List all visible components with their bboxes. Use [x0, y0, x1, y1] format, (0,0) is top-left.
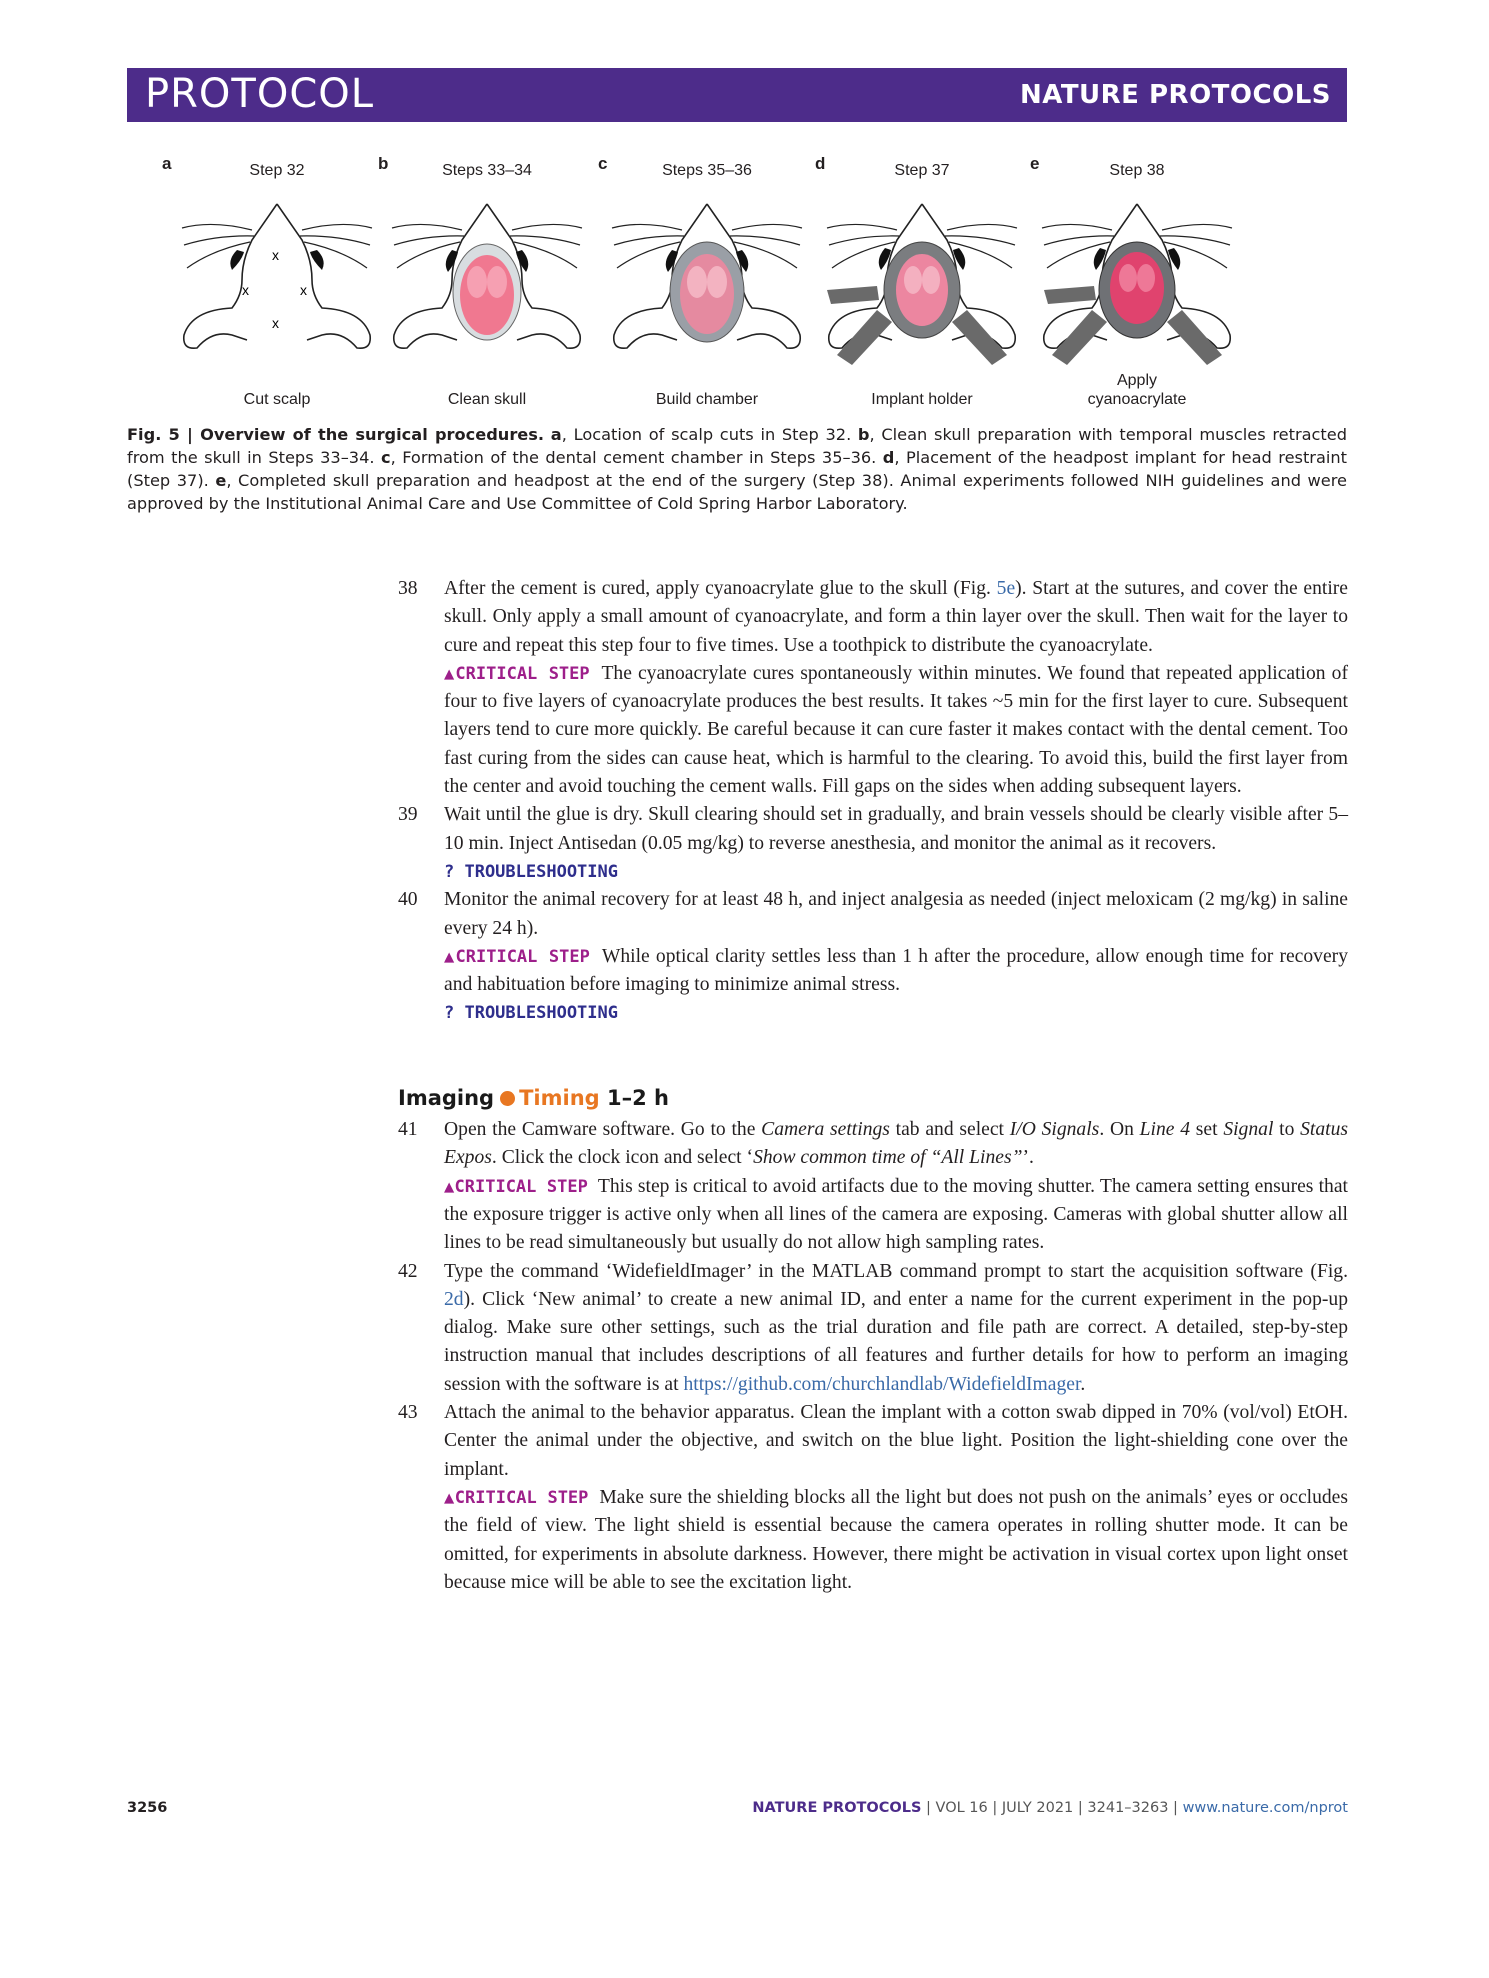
critical-step [398, 1484, 1348, 1597]
troubleshooting-link[interactable]: ? TROUBLESHOOTING [444, 1003, 618, 1024]
panel-letter: d [815, 154, 826, 173]
ui-term: Line 4 [1139, 1119, 1191, 1141]
caption-letter: c [380, 448, 391, 467]
critical-text: This step is critical to avoid artifacts due to the moving shutter. The camera setting ensures that the exposure trigger is active only when all lines of the camera are exposing. Cameras with global shutter allow all lines to be read simultaneously but usually do not allow high sampling rates. [444, 1175, 1348, 1254]
panel-letter: c [598, 154, 608, 173]
figure-ref-link[interactable]: 2d [444, 1288, 464, 1310]
panel-caption [1032, 371, 1242, 409]
critical-label: ▲CRITICAL STEP [444, 663, 590, 684]
step-text: . On [1099, 1119, 1140, 1141]
step-number: 42 [398, 1260, 418, 1282]
step-43 [398, 1399, 1348, 1484]
footer-separator: | [1073, 1800, 1088, 1816]
cut-mark: x [272, 315, 279, 331]
section-heading [398, 1084, 1348, 1112]
caption-text: , Formation of the dental cement chamber in Steps 35–36. [390, 448, 883, 467]
protocol-body [398, 575, 1348, 1597]
caption-text: , Completed skull preparation and headpost at the end of the surgery (Step 38). Animal experiments followed NIH guidelines and were approved by the Institutional Animal Care and Use Committee of Cold Spring Harbor Laboratory. [127, 471, 1347, 513]
step-number: 40 [398, 889, 418, 911]
mouse-cyanoacrylate-illustration [1032, 190, 1242, 380]
figure-caption [127, 423, 1347, 515]
section-title: Imaging [398, 1085, 495, 1110]
step-42 [398, 1258, 1348, 1399]
footer-date: JULY 2021 [1001, 1800, 1074, 1816]
timing-label: Timing [519, 1085, 600, 1110]
mouse-skull-illustration [382, 190, 592, 380]
critical-step [398, 1173, 1348, 1258]
header-bar [127, 68, 1347, 122]
panel-letter: e [1030, 154, 1040, 173]
page-number: 3256 [127, 1800, 168, 1816]
step-text: ). Click ‘New animal’ to create a new animal ID, and enter a name for the current experiment in the pop-up dialog. Make sure other settings, such as the trial duration and file path are correct. A detailed, step-by-step instruction manual that includes descriptions of all features and further details for how to perform an imaging session with the software is at [444, 1288, 1348, 1395]
panel-e [1032, 150, 1242, 415]
ui-term: Camera settings [761, 1119, 890, 1141]
panel-caption: Clean skull [447, 391, 527, 408]
step-text: set [1190, 1119, 1224, 1141]
footer-citation [752, 1800, 1348, 1816]
caption-letter: b [857, 425, 870, 444]
step-text: . [1080, 1373, 1086, 1395]
step-40 [398, 886, 1348, 943]
footer-separator: | [921, 1800, 936, 1816]
critical-step [398, 943, 1348, 1000]
panel-letter: b [378, 154, 389, 173]
caption-line: Apply [1116, 372, 1158, 389]
github-link[interactable]: https://github.com/churchlandlab/WidefieldImager [683, 1373, 1081, 1395]
ui-term: Show common time of “All Lines” [753, 1147, 1023, 1169]
section-label: PROTOCOL [145, 71, 375, 117]
panel-d [817, 150, 1027, 415]
caption-text: , Location of scalp cuts in Step 32. [561, 425, 858, 444]
panel-caption: Implant holder [871, 391, 973, 408]
step-text: Open the Camware software. Go to the [444, 1119, 762, 1141]
step-text: . Click the clock icon and select ‘ [491, 1147, 754, 1169]
panel-title: Step 37 [894, 162, 950, 179]
step-text: Wait until the glue is dry. Skull clearing should set in gradually, and brain vessels should be clearly visible after 5–10 min. Inject Antisedan (0.05 mg/kg) to reverse anesthesia, and monitor the animal as it recovers. [444, 804, 1348, 854]
figure-ref-link[interactable]: 5e [996, 578, 1016, 599]
critical-text: The cyanoacrylate cures spontaneously within minutes. We found that repeated application of four to five layers of cyanoacrylate produces the best results. It takes ~5 min for the first layer to cure. Subsequent layers tend to cure more quickly. Be careful because it can cure faster it makes contact with the dental cement. Too fast curing from the sides can cause heat, which is harmful to the clearing. To avoid this, build the first layer from the center and avoid touching the cement walls. Fill gaps on the sides when adding subsequent layers. [444, 662, 1348, 798]
caption-letter: d [882, 448, 895, 467]
mouse-chamber-illustration [602, 190, 812, 380]
panel-title: Steps 33–34 [442, 162, 532, 179]
critical-label: ▲CRITICAL STEP [444, 1487, 589, 1508]
panel-title: Step 32 [249, 162, 305, 179]
footer-journal: NATURE PROTOCOLS [752, 1800, 922, 1816]
step-text: to [1273, 1119, 1301, 1141]
panel-title: Steps 35–36 [662, 162, 752, 179]
step-number: 43 [398, 1402, 418, 1424]
footer-separator: | [1168, 1800, 1183, 1816]
caption-text: , Placement of the headpost implant for head restraint (Step 37). [127, 448, 1347, 490]
figure-5 [127, 150, 1347, 415]
step-41 [398, 1116, 1348, 1173]
step-text: Type the command ‘WidefieldImager’ in the MATLAB command prompt to start the acquisition software (Fig. [444, 1260, 1348, 1282]
critical-step [398, 660, 1348, 801]
timing-value: 1–2 h [607, 1085, 669, 1110]
panel-letter: a [162, 154, 172, 173]
step-number: 38 [398, 578, 418, 599]
cut-mark: x [300, 282, 307, 298]
panel-title: Step 38 [1109, 162, 1165, 179]
ui-term: I/O Signals [1009, 1119, 1100, 1141]
caption-line: cyanoacrylate [1087, 391, 1187, 408]
mouse-headpost-illustration [817, 190, 1027, 380]
ui-term: Status Expos [444, 1119, 1349, 1169]
panel-caption: Cut scalp [243, 391, 311, 408]
caption-letter: a [550, 425, 562, 444]
step-text: After the cement is cured, apply cyanoacrylate glue to the skull (Fig. [444, 578, 997, 599]
panel-c [598, 150, 812, 415]
cut-mark: x [272, 247, 279, 263]
caption-label: Fig. 5 | Overview of the surgical procedures. [127, 425, 545, 444]
footer-pages: 3241–3263 [1087, 1800, 1169, 1816]
ui-term: Signal [1223, 1119, 1274, 1141]
step-38 [398, 575, 1348, 660]
timing-dot-icon [500, 1091, 515, 1106]
panel-a [162, 150, 382, 415]
step-number: 39 [398, 804, 418, 826]
critical-text: While optical clarity settles less than 1 h after the procedure, allow enough time for recovery and habituation before imaging to minimize animal stress. [444, 945, 1348, 996]
journal-name: NATURE PROTOCOLS [1019, 80, 1331, 110]
troubleshooting-link[interactable]: ? TROUBLESHOOTING [444, 861, 618, 882]
footer-separator: | [987, 1800, 1002, 1816]
step-text: Monitor the animal recovery for at least 48 h, and inject analgesia as needed (inject meloxicam (2 mg/kg) in saline every 24 h). [444, 889, 1348, 939]
step-text: ’. [1022, 1147, 1034, 1169]
footer-url-link[interactable]: www.nature.com/nprot [1182, 1800, 1348, 1816]
step-number: 41 [398, 1119, 418, 1141]
mouse-scalp-illustration [172, 190, 382, 380]
step-39 [398, 801, 1348, 858]
step-text: Attach the animal to the behavior apparatus. Clean the implant with a cotton swab dipped in 70% (vol/vol) EtOH. Center the animal under the objective, and switch on the blue light. Position the light-shielding cone over the implant. [444, 1402, 1348, 1480]
cut-mark: x [242, 282, 249, 298]
critical-text: Make sure the shielding blocks all the light but does not push on the animals’ eyes or occludes the field of view. The light shield is essential because the camera operates in rolling shutter mode. It can be omitted, for experiments in absolute darkness. However, there might be activation in visual cortex upon light onset because mice will be able to see the excitation light. [444, 1486, 1349, 1593]
critical-label: ▲CRITICAL STEP [444, 1176, 588, 1197]
panel-caption: Build chamber [655, 391, 759, 408]
caption-text: , Clean skull preparation with temporal muscles retracted from the skull in Steps 33–34. [127, 425, 1347, 467]
step-text: ). Start at the sutures, and cover the entire skull. Only apply a small amount of cyanoacrylate, and form a thin layer over the skull. Then wait for the layer to cure and repeat this step four to five times. Use a toothpick to distribute the cyanoacrylate. [444, 578, 1349, 656]
caption-letter: e [215, 471, 227, 490]
step-text: tab and select [889, 1119, 1010, 1141]
critical-label: ▲CRITICAL STEP [444, 946, 590, 967]
panel-b [378, 150, 592, 415]
footer-volume: VOL 16 [935, 1800, 988, 1816]
